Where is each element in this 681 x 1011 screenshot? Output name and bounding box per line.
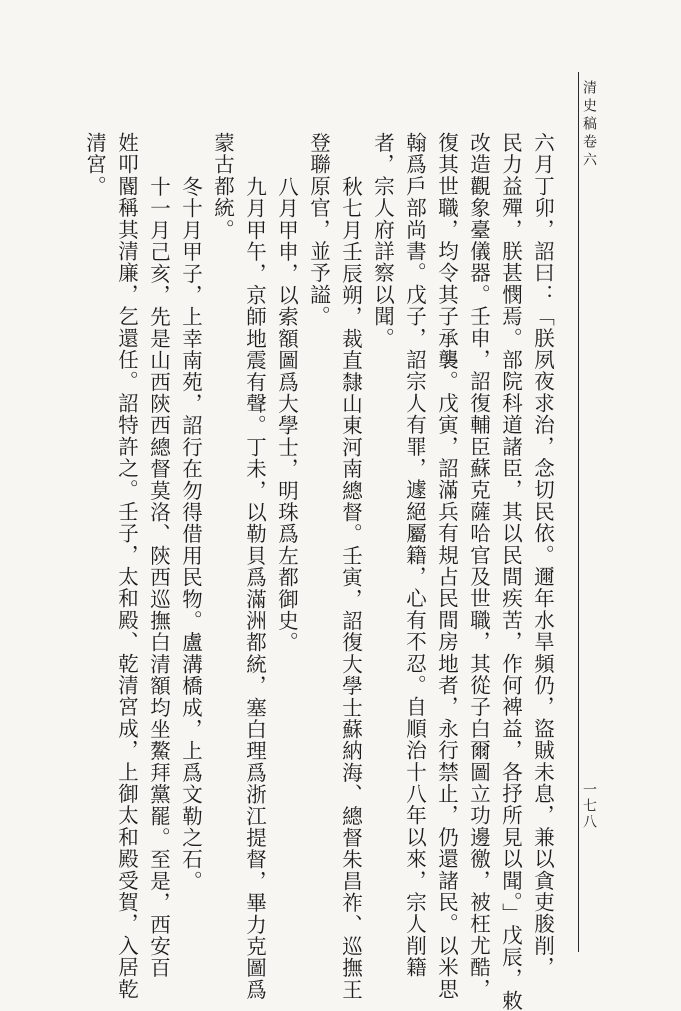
header-divider (578, 72, 579, 952)
page-number: 一七八 (581, 782, 597, 830)
text-column-7: 秋七月壬辰朔，裁直隸山東河南總督。壬寅，詔復大學士蘇納海、總督朱昌祚、巡撫王 (338, 176, 363, 1001)
text-column-3: 改造觀象臺儀器。壬申，詔復輔臣蘇克薩哈官及世職，其從子白爾圖立功邊徼，被枉尤酷， (466, 132, 491, 1000)
text-column-10: 九月甲午，京師地震有聲。丁未，以勒貝爲滿洲都統，塞白理爲浙江提督，畢力克圖爲 (242, 176, 267, 1001)
text-column-1: 六月丁卯，詔曰：「朕夙夜求治，念切民依。邇年水旱頻仍，盜賊未息，兼以貪吏朘削， (530, 132, 555, 979)
text-column-8: 登聯原官，並予謚。 (306, 132, 331, 328)
text-column-4: 復其世職，均令其子承襲。戊寅，詔滿兵有規占民間房地者，永行禁止，仍還諸民。以米思 (434, 132, 459, 1000)
text-column-6: 者，宗人府詳察以聞。 (370, 132, 395, 349)
text-column-11: 蒙古都統。 (210, 132, 235, 241)
text-column-12: 冬十月甲子，上幸南苑，詔行在勿得借用民物。盧溝橋成，上爲文勒之石。 (178, 176, 203, 893)
chapter-title: 清史稿卷六 (581, 80, 597, 170)
text-column-13: 十一月己亥，先是山西陝西總督莫洛、陝西巡撫白清額均坐鰲拜黨罷。至是，西安百 (146, 176, 171, 979)
text-column-5: 翰爲戶部尚書。戊子，詔宗人有罪，遽絕屬籍，心有不忍。自順治十八年以來，宗人削籍 (402, 132, 427, 979)
text-column-15: 清宮。 (82, 132, 107, 198)
text-column-2: 民力益殫，朕甚憫焉。部院科道諸臣，其以民間疾苦，作何裨益，各抒所見以聞。」戊辰，敕 (498, 132, 523, 1011)
text-column-9: 八月甲申，以索額圖爲大學士，明珠爲左都御史。 (274, 176, 299, 654)
text-column-14: 姓叩閽稱其清廉，乞還任。詔特許之。壬子，太和殿、乾清宮成，上御太和殿受賀，入居乾 (114, 132, 139, 1000)
